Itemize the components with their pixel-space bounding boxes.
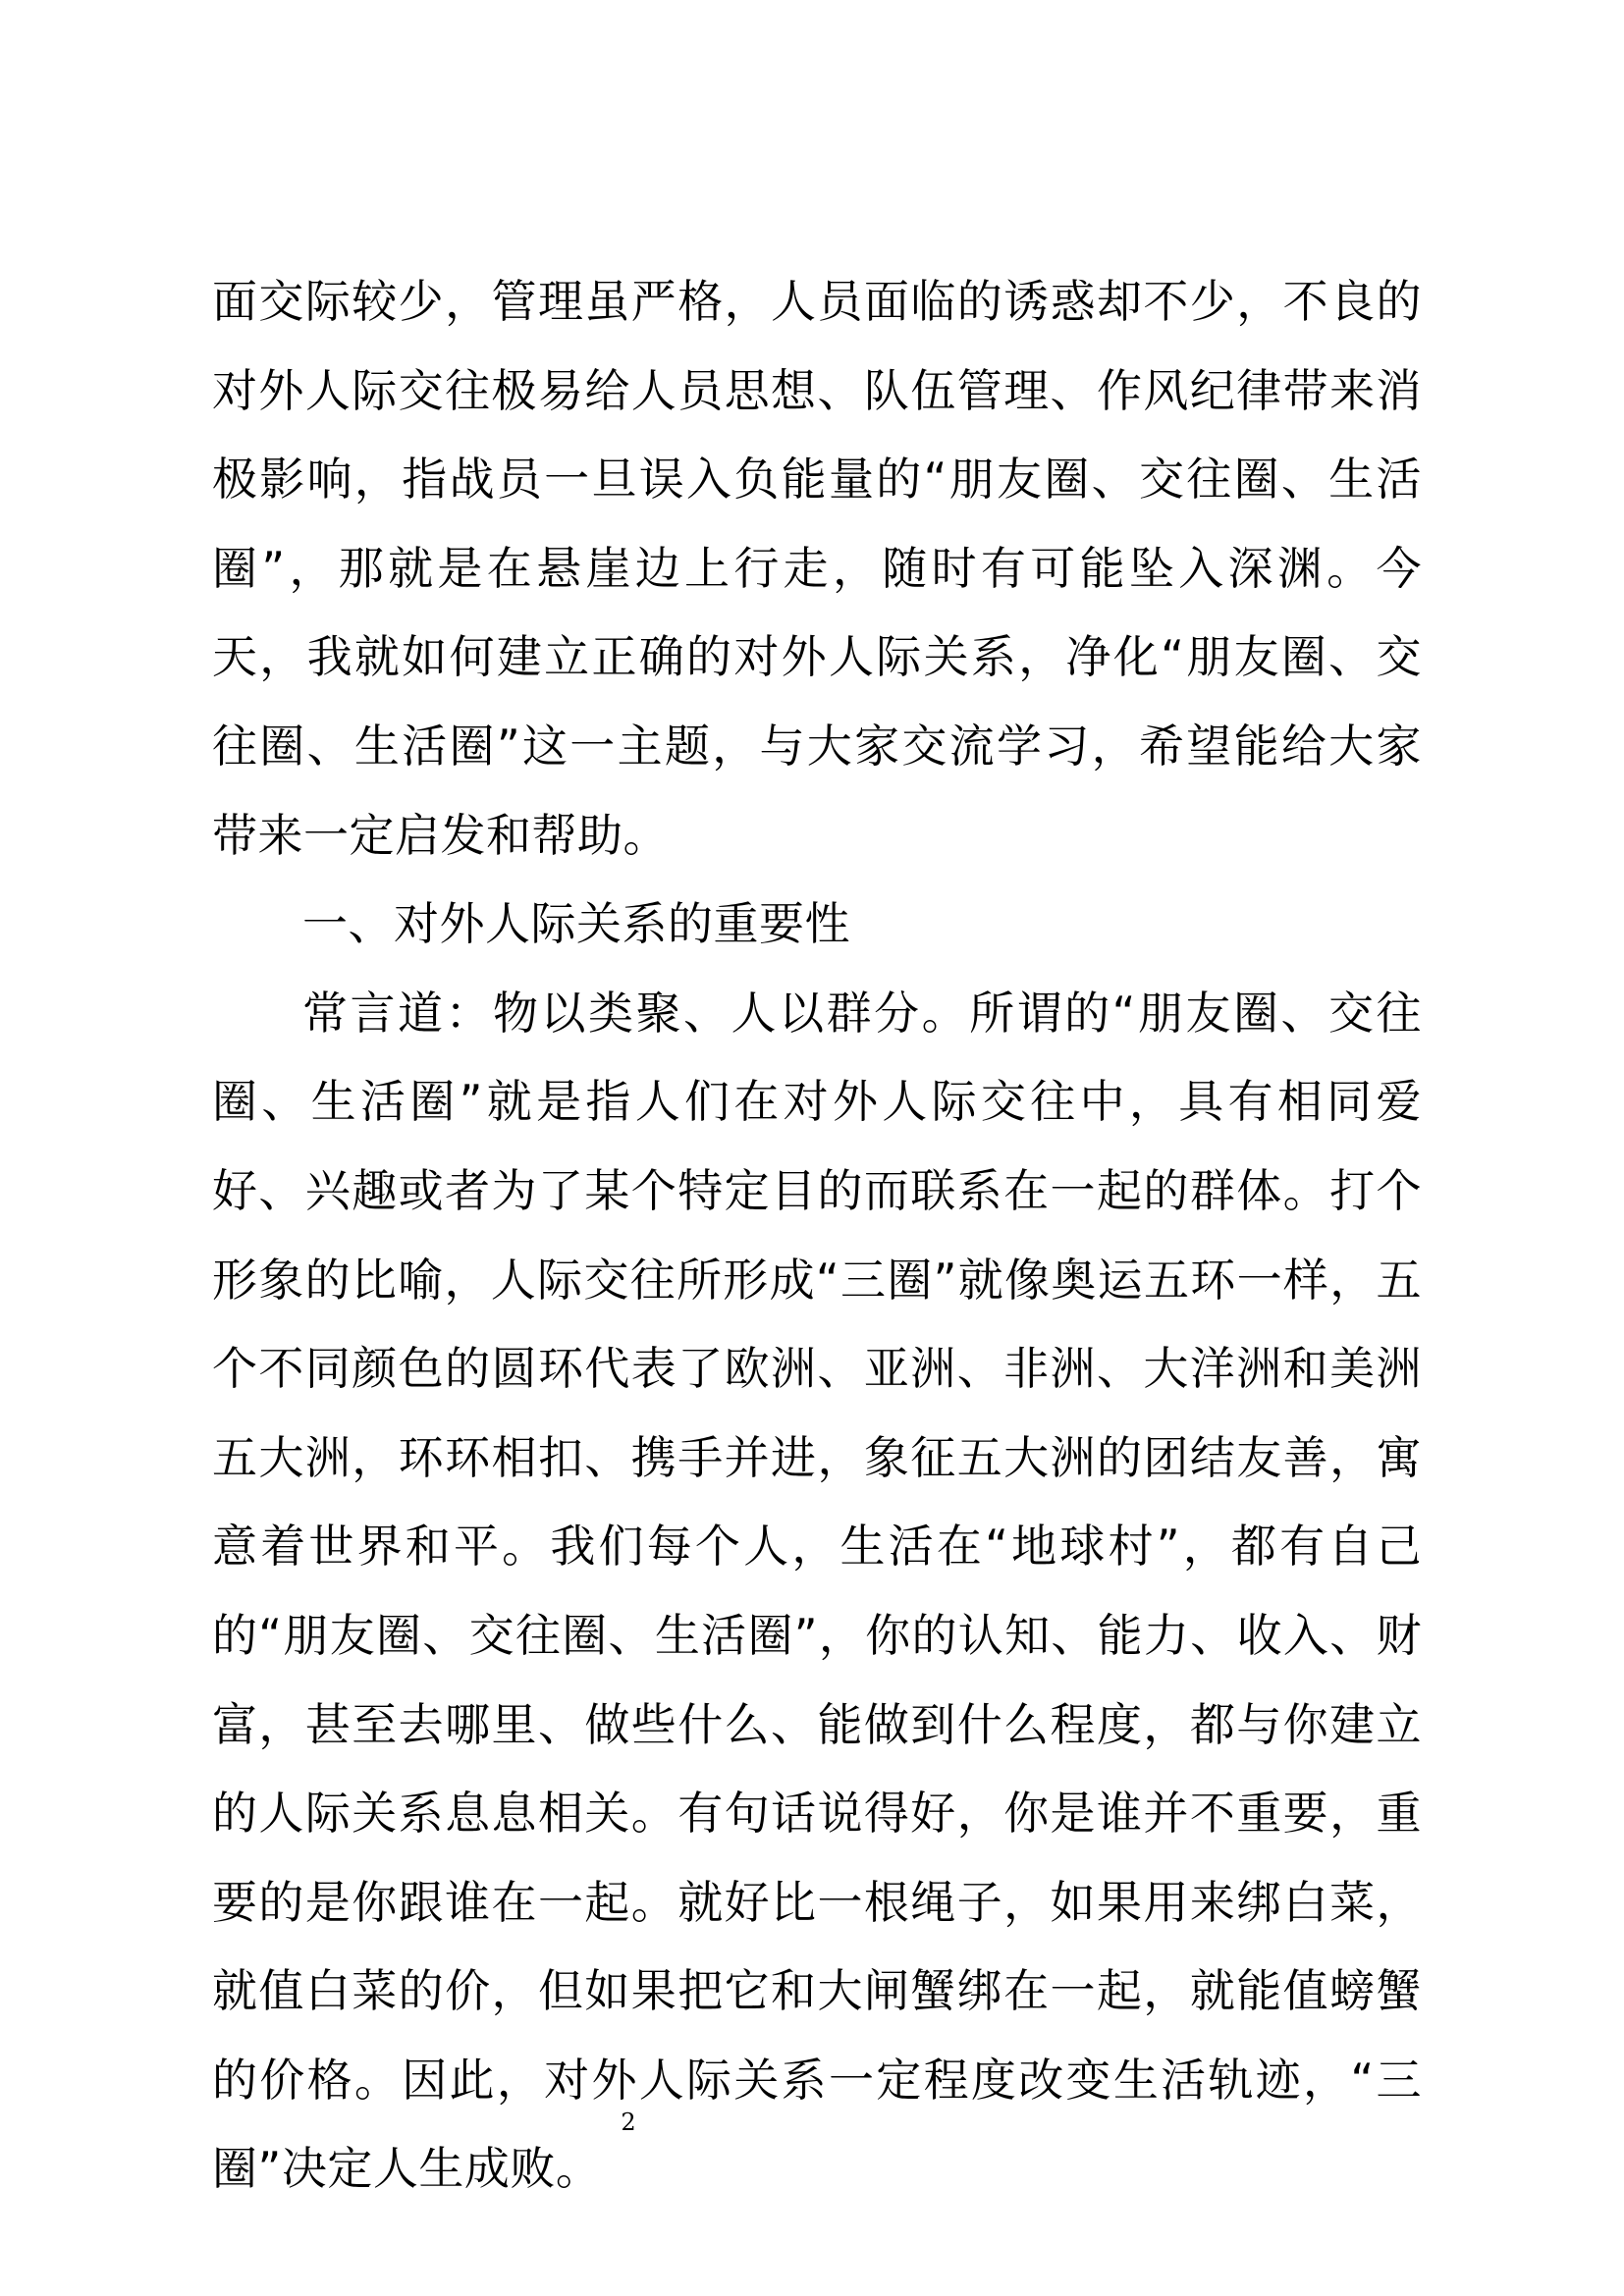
page-number: 2 — [621, 2109, 636, 2136]
document-body — [212, 257, 1422, 2214]
paragraph-continuation: 面交际较少，管理虽严格，人员面临的诱惑却不少，不良的对外人际交往极易给人员思想、队伍管理、作风纪律带来消极影响，指战员一旦误入负能量的“朋友圈、交往圈、生活圈”，那就是在悬崖边上行走，随时有可能坠入深渊。今天，我就如何建立正确的对外人际关系，净化“朋友圈、交往圈、生活圈”这一主题，与大家交流学习，希望能给大家带来一定启发和帮助。 — [212, 275, 1422, 862]
paragraph-body: 常言道：物以类聚、人以群分。所谓的“朋友圈、交往圈、生活圈”就是指人们在对外人际交往中，具有相同爱好、兴趣或者为了某个特定目的而联系在一起的群体。打个形象的比喻，人际交往所形成“三圈”就像奥运五环一样，五个不同颜色的圆环代表了欧洲、亚洲、非洲、大洋洲和美洲五大洲，环环相扣、携手并进，象征五大洲的团结友善，寓意着世界和平。我们每个人，生活在“地球村”，都有自己的“朋友圈、交往圈、生活圈”，你的认知、能力、收入、财富，甚至去哪里、做些什么、能做到什么程度，都与你建立的人际关系息息相关。有句话说得好，你是谁并不重要，重要的是你跟谁在一起。就好比一根绳子，如果用来绑白菜，就值白菜的价，但如果把它和大闸蟹绑在一起，就能值螃蟹的价格。因此，对外人际关系一定程度改变生活轨迹，“三圈”决定人生成败。 — [212, 986, 1422, 2196]
section-heading: 一、对外人际关系的重要性 — [302, 897, 850, 951]
